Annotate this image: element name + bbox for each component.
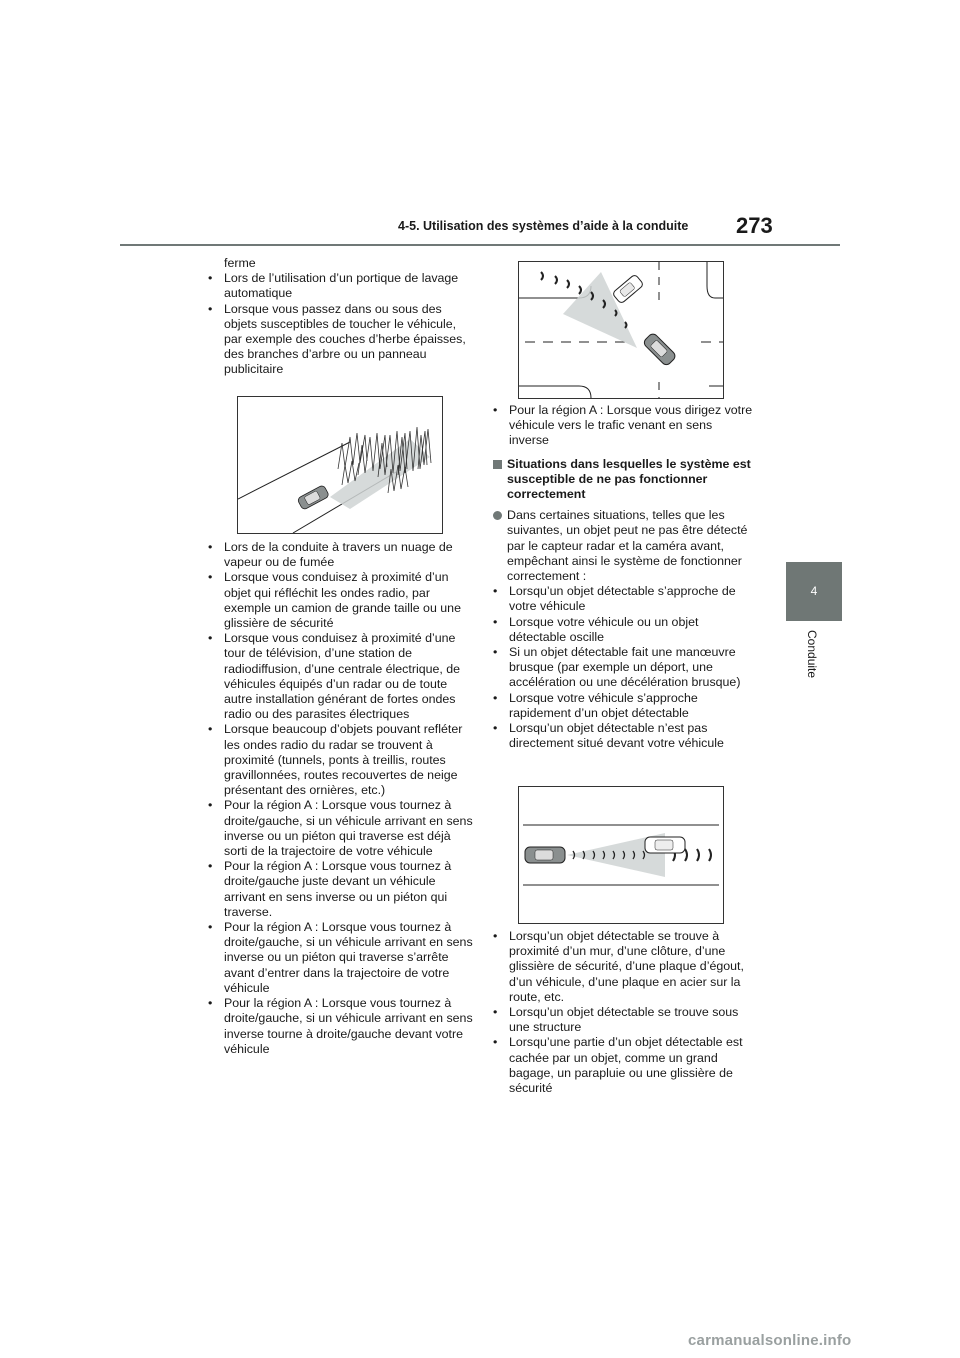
continuation-text: ferme [224, 256, 256, 270]
chapter-tab: 4 [786, 562, 842, 621]
car-icon [612, 274, 644, 304]
bullet-list [493, 584, 755, 751]
figure-straight-road [518, 786, 724, 924]
list-item: • Lorsque vous conduisez à proximité d’une tour de télévision, d’une station de radiodiffusion, d’une centrale électrique, de véhicules équipés d’un radar ou de toute autre installation générant de fortes ondes radio ou des parasites électriques [208, 631, 476, 722]
intersection-illustration [519, 262, 723, 398]
list-item: • Lorsqu’un objet détectable se trouve à proximité d’un mur, d’une clôture, d’une glissière de sécurité, d’une plaque d’égout, d’un véhicule, d’une plaque en acier sur la route, etc. [493, 929, 755, 1005]
bullet-list [493, 403, 755, 449]
straight-road-illustration [519, 787, 723, 923]
car-icon [645, 837, 685, 853]
car-icon [642, 332, 677, 367]
bullet-list [208, 540, 476, 1057]
list-item: • Lorsque beaucoup d’objets pouvant refléter les ondes radio du radar se trouvent à proximité (tunnels, ponts à treillis, routes gravillonnées, routes recouvertes de neige présentant des ornières, etc.) [208, 722, 476, 798]
list-item: • Pour la région A : Lorsque vous tournez à droite/gauche, si un véhicule arrivant en sens inverse tourne à droite/gauche devant votre véhicule [208, 996, 476, 1057]
car-icon [525, 847, 565, 863]
page-number: 273 [736, 213, 773, 238]
bullet-list [493, 929, 755, 1096]
list-item: • Lorsque votre véhicule ou un objet détectable oscille [493, 615, 755, 645]
car-icon [297, 485, 330, 511]
list-item: • Lorsqu’une partie d’un objet détectable est cachée par un objet, comme un grand bagage, un parapluie ou une glissière de sécurité [493, 1035, 755, 1096]
list-item: • Lorsque votre véhicule s’approche rapidement d’un objet détectable [493, 691, 755, 721]
list-item: • Lors de la conduite à travers un nuage de vapeur ou de fumée [208, 540, 476, 570]
list-item: • Pour la région A : Lorsque vous tournez à droite/gauche, si un véhicule arrivant en sens inverse ou un piéton qui traverse s’arrête avant d’entrer dans la trajectoire de votre véhicule [208, 920, 476, 996]
header-rule [120, 244, 840, 246]
grass-illustration [238, 397, 442, 533]
list-item: • Pour la région A : Lorsque vous tournez à droite/gauche, si un véhicule arrivant en sens inverse ou un piéton qui traverse est déjà sorti de la trajectoire de votre véhicule [208, 798, 476, 859]
intro-paragraph: Dans certaines situations, telles que les suivantes, un objet peut ne pas être détecté par le capteur radar et la caméra avant, empêchant ainsi le système de fonctionner correctement : [493, 508, 755, 584]
chapter-label-text: Conduite [805, 630, 819, 679]
section-title: 4-5. Utilisation des systèmes d’aide à la conduite [398, 219, 689, 233]
list-item: • Lorsqu’un objet détectable n’est pas directement situé devant votre véhicule [493, 721, 755, 751]
right-column-lower [493, 929, 755, 1096]
right-column [493, 403, 755, 751]
list-item: • Pour la région A : Lorsque vous tournez à droite/gauche juste devant un véhicule arrivant en sens inverse ou un piéton qui traverse. [208, 859, 476, 920]
figure-grass [237, 396, 443, 534]
list-item: • Lorsqu’un objet détectable s’approche de votre véhicule [493, 584, 755, 614]
list-item: • Lorsque vous passez dans ou sous des objets susceptibles de toucher le véhicule, par exemple des couches d’herbe épaisses, des branches d’arbre ou un panneau publicitaire [208, 302, 476, 378]
chapter-label [792, 630, 832, 690]
list-item: • Lorsque vous conduisez à proximité d’un objet qui réfléchit les ondes radio, par exemple un camion de grande taille ou une glissière de sécurité [208, 570, 476, 631]
figure-intersection [518, 261, 724, 399]
list-item: • Lors de l’utilisation d’un portique de lavage automatique [208, 271, 476, 301]
list-item: • Lorsqu’un objet détectable se trouve sous une structure [493, 1005, 755, 1035]
list-item: • Pour la région A : Lorsque vous dirigez votre véhicule vers le trafic venant en sens inverse [493, 403, 755, 449]
left-column-upper [208, 256, 476, 378]
section-heading: Situations dans lesquelles le système est susceptible de ne pas fonctionner correctement [493, 457, 755, 503]
bullet-list [208, 271, 476, 377]
watermark: carmanualsonline.info [688, 1332, 852, 1349]
left-column-lower [208, 540, 476, 1057]
list-item: • Si un objet détectable fait une manœuvre brusque (par exemple un déport, une accélération ou une décélération brusque) [493, 645, 755, 691]
